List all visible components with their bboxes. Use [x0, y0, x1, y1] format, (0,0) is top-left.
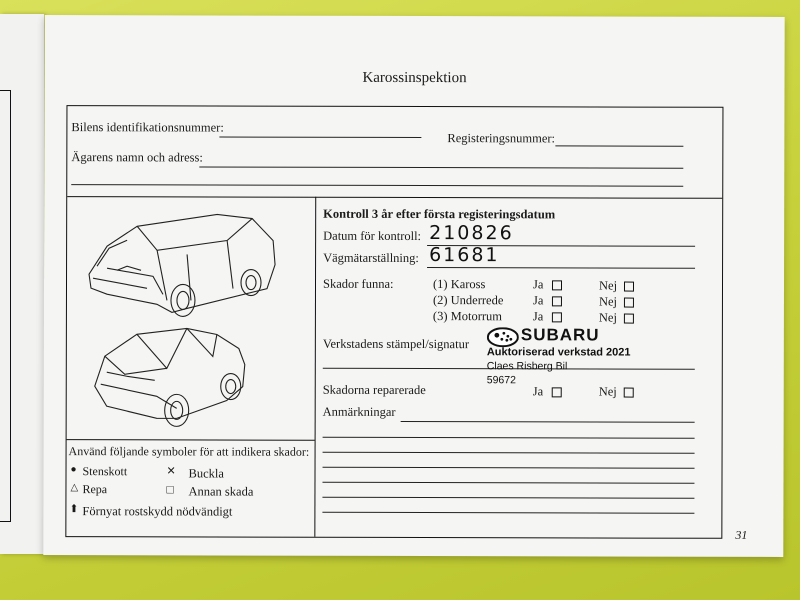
vin-label: Bilens identifikationsnummer:	[71, 120, 224, 135]
car-diagram-section	[66, 196, 316, 537]
damage-item-underrede: (2) Underrede	[432, 293, 504, 308]
odometer-label: Vägmätarställning:	[323, 250, 419, 266]
notes-line-2[interactable]	[323, 437, 695, 439]
damage-found-label: Skador funna:	[322, 276, 394, 291]
notes-label: Anmärkningar	[322, 404, 396, 419]
other-damage-icon: □	[166, 482, 174, 497]
legend-item-repa: Repa	[82, 482, 108, 497]
control-heading: Kontroll 3 år efter första registeringsdatum	[323, 206, 556, 222]
repaired-label: Skadorna reparerade	[322, 382, 426, 398]
odometer-input-line[interactable]	[427, 267, 695, 269]
underrede-ja-label: Ja	[532, 293, 544, 308]
repaired-nej-checkbox[interactable]	[624, 388, 634, 398]
page-title: Karossinspektion	[362, 69, 467, 87]
legend-item-stenskott: Stenskott	[82, 464, 128, 479]
reg-label: Registeringsnummer:	[447, 131, 556, 146]
stamp-line-3: 59672	[486, 374, 516, 387]
underrede-nej-label: Nej	[598, 294, 618, 309]
workshop-stamp	[487, 325, 647, 389]
stamp-line-1: Auktoriserad verkstad 2021	[486, 346, 631, 359]
scratch-icon: △	[70, 482, 79, 494]
underrede-nej-checkbox[interactable]	[624, 298, 634, 308]
notes-line-7[interactable]	[322, 512, 694, 514]
legend-item-annan-skada: Annan skada	[188, 484, 254, 499]
identification-section	[67, 106, 722, 199]
kaross-nej-checkbox[interactable]	[624, 282, 634, 292]
damage-item-motorrum: (3) Motorrum	[432, 309, 503, 324]
control-section	[316, 197, 722, 538]
repaired-ja-checkbox[interactable]	[552, 387, 562, 397]
date-value[interactable]: 210826	[429, 222, 514, 245]
notes-line-3[interactable]	[323, 452, 695, 454]
motorrum-nej-checkbox[interactable]	[624, 314, 634, 324]
stamp-line-2: Claes Risberg Bil	[486, 360, 568, 373]
kaross-nej-label: Nej	[598, 278, 618, 293]
reg-input-line[interactable]	[555, 145, 683, 146]
left-page-frame-edge	[0, 90, 11, 522]
owner-label: Ägarens namn och adress:	[71, 150, 203, 165]
odometer-value[interactable]: 61681	[429, 244, 500, 267]
subaru-logo-icon	[487, 327, 519, 347]
repaired-ja-label: Ja	[532, 384, 544, 399]
rust-protection-arrow-icon: ⬆	[69, 503, 79, 516]
notes-line-1[interactable]	[401, 421, 695, 423]
left-page	[0, 14, 44, 554]
owner-input-line-1[interactable]	[199, 166, 683, 168]
notes-line-5[interactable]	[322, 482, 694, 484]
vin-input-line[interactable]	[219, 136, 421, 138]
notes-line-6[interactable]	[322, 497, 694, 499]
damage-symbol-legend	[66, 439, 314, 538]
stamp-brand: SUBARU	[520, 325, 600, 345]
page-number: 31	[735, 527, 748, 542]
legend-heading: Använd följande symboler för att indikera skador:	[68, 444, 310, 459]
kaross-ja-label: Ja	[532, 277, 544, 292]
date-label: Datum för kontroll:	[323, 228, 422, 244]
motorrum-ja-checkbox[interactable]	[552, 312, 562, 322]
motorrum-ja-label: Ja	[532, 309, 544, 324]
owner-input-line-2[interactable]	[71, 184, 683, 187]
stamp-label: Verkstadens stämpel/signatur	[322, 336, 470, 352]
inspection-form	[65, 105, 723, 539]
stone-chip-icon: ●	[70, 464, 77, 476]
legend-item-buckla: Buckla	[188, 466, 224, 481]
notes-line-4[interactable]	[323, 467, 695, 469]
damage-item-kaross: (1) Kaross	[432, 277, 486, 292]
underrede-ja-checkbox[interactable]	[552, 296, 562, 306]
repaired-nej-label: Nej	[598, 384, 617, 399]
kaross-ja-checkbox[interactable]	[552, 280, 562, 290]
motorrum-nej-label: Nej	[598, 310, 617, 325]
car-outline-diagram	[67, 196, 316, 437]
dent-icon: ✕	[166, 465, 176, 478]
booklet-page	[43, 15, 784, 557]
legend-item-rostskydd: Förnyat rostskydd nödvändigt	[82, 504, 233, 519]
